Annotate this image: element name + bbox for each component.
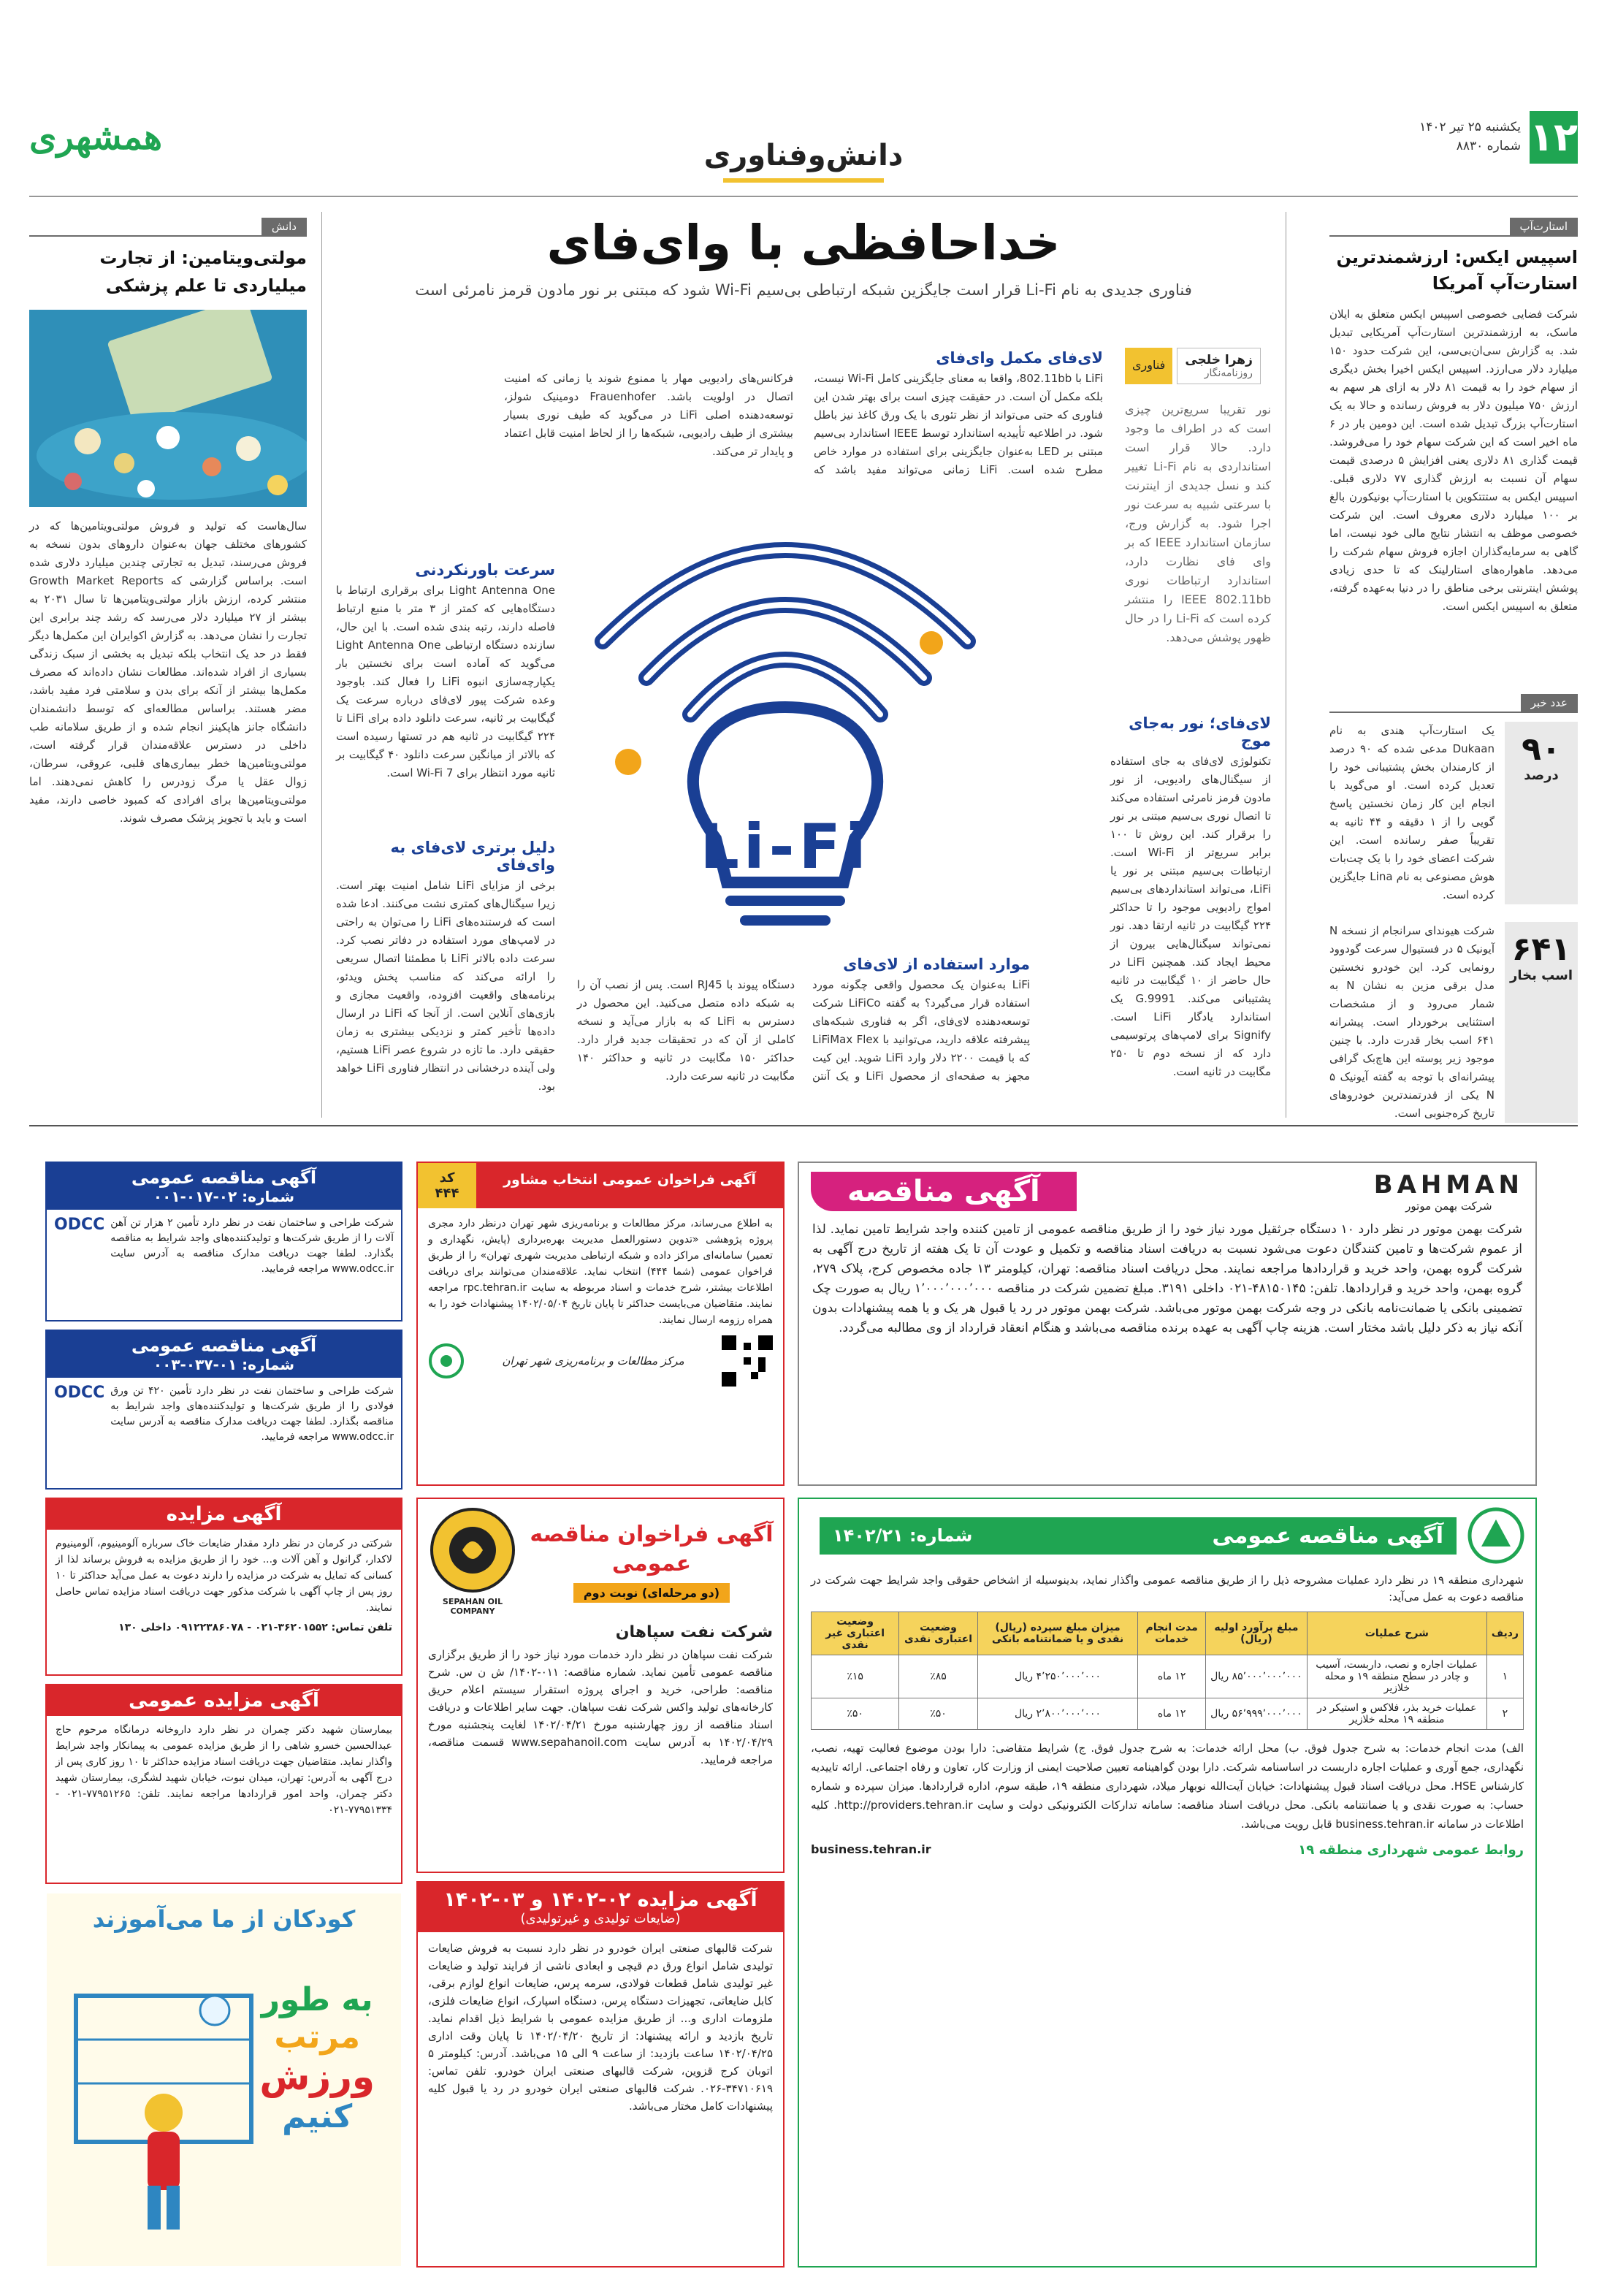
table-cell: عملیات اجاره و نصب، داربست، آسیب و چادر در سطح منطقه ۱۹ و محله خلازیر xyxy=(1307,1655,1486,1698)
number1-value: ۹۰ xyxy=(1522,731,1561,768)
table-header: میزان مبلغ سپرده (ریال) نقدی و یا ضمانتنامه بانکی xyxy=(977,1612,1138,1655)
municipality-logo-icon xyxy=(1467,1506,1525,1565)
header-rule xyxy=(29,196,1578,197)
wifi-waves xyxy=(603,550,968,714)
brand-logo: همشهری xyxy=(29,117,163,158)
section-title: دانش‌وفناوری xyxy=(703,139,904,172)
khodro-ad xyxy=(416,1881,785,2268)
kids-ad xyxy=(45,1892,402,2268)
lede-text: نور تقریبا سریع‌ترین چیزی است که در اطراف ما وجود دارد. حالا قرار است استانداردی به نام Li-Fi تغییر کند و نسل جدیدی از اینترنت با سرعتی شبیه به سرعت نور اجرا شود. به گزارش ورج، سازمان استاندارد IEEE که بر وای فای نظارت دارد، استاندارد ارتباطات نوری IEEE 802.11bb را منتشر کرده است که Li-Fi را در حال ظهور پوشش می‌دهد. xyxy=(1125,403,1272,644)
speed-section xyxy=(336,554,555,782)
qr-code-icon xyxy=(722,1335,773,1387)
auction1-title: آگهی مزایده xyxy=(47,1499,401,1530)
vitamin-photo xyxy=(29,310,307,507)
consult-footer: مرکز مطالعات و برنامه‌ریزی شهر تهران xyxy=(502,1354,684,1368)
auction2-body: بیمارستان شهید دکتر چمران در نظر دارد داروخانه درمانگاه مرحوم حاج عبدالحسین خسرو شاهی را از طریق مزایده عمومی به پیمانکار واجد شرایط واگذار نماید. متقاضیان جهت دریافت اسناد مزایده حداکثر تا ۱۰ روز کاری پس از درج آگهی به آدرس: تهران، میدان نبوت، خیابان شهید لشگری، بیمارستان شهید دکتر چمران، واحد امور قراردادها مراجعه نمایند. تلفن: ۷۷۹۵۱۲۶۵-۰۲۱ - ۷۷۹۵۱۳۳۴-۰۲۱ xyxy=(56,1724,392,1816)
bahman-ad xyxy=(798,1162,1537,1486)
main-article xyxy=(336,210,1271,1116)
table-row xyxy=(812,1698,1524,1730)
bahman-company: شرکت بهمن موتور xyxy=(1405,1200,1492,1213)
wave-outer-inner xyxy=(603,550,968,641)
table-cell: ٪۸۵ xyxy=(899,1655,978,1698)
orange-dot-1 xyxy=(615,749,641,775)
waves-section xyxy=(1110,707,1271,1081)
number2-unit: اسب بخار xyxy=(1509,968,1573,983)
column-divider-left xyxy=(321,212,322,1118)
auction2-ad xyxy=(45,1684,402,1884)
issue-date: یکشنبه ۲۵ تیر ۱۴۰۲ xyxy=(1419,120,1521,134)
odcc1-ad xyxy=(45,1162,402,1321)
waves-body: تکنولوژی لای‌فای به جای استفاده از سیگنال‌های رادیویی، از نور مادون قرمز نامرئی استفاده می‌کند تا اتصال نوری بی‌سیم مبتنی بر نور را برقرار کند. این روش تا ۱۰۰ برابر سریع‌تر از Wi-Fi است. ارتباطات بی‌سیم مبتنی بر نور یا LiFi، می‌تواند استانداردهای بی‌سیم امواج رادیویی موجود را تا حداکثر ۲۲۴ گیگابیت در ثانیه ارتقا دهد. نور نمی‌تواند سیگنال‌هایی بیرون از محیط ایجاد کند. همچنین LiFi در حال حاضر از ۱۰ گیگابیت در ثانیه پشتیبانی می‌کند. G.9991 یک استاندارد یادگار LiFi است. Signify برای لامپ‌های پرتوسیمی دارد که از نسخه دوم تا ۲۵۰ مگابیت در ثانیه است. xyxy=(1110,755,1272,1078)
khodro-sub: (ضایعات تولیدی و غیرتولیدی) xyxy=(520,1911,681,1926)
startup-body: شرکت فضایی خصوصی اسپیس ایکس متعلق به ایلان ماسک، به ارزشمندترین استارت‌آپ آمریکایی تبدیل شد. به گزارش سی‌ان‌بی‌سی، این شرکت حدود ۱۵۰ میلیارد دلار می‌ارزد. اسپیس ایکس اخیرا بخش دیگری از سهام خود را به قیمت ۸۱ دلار به ازای هر سهم به ارزش ۷۵۰ میلیون دلار به فروش رسانده و حالا به یک استارت‌آپ بزرگ تبدیل شده است. این دومین بار در ۶ ماه اخیر است که این شرکت سهام خود را می‌فروشد. قیمت گذاری ۸۱ دلاری یعنی افزایش ۵ درصدی قیمت سهام آن نسبت به ارزش گذاری ۷۷ دلاری قبلی. اسپیس ایکس به ستتتکوین با استارت‌آپ بونیکورن بالغ بر ۱۰۰ میلیارد دلاری معروف است. این شرکت خصوصی موظف به انتشار نتایج مالی خود نیست، اما گاهی به سرمایه‌گذاران اجازه فروش سهام شرکت را می‌دهد. ماهواره‌های استارلینک که تا حدی زیادی پوشش اینترنتی برخی مناطق را در دنیا به‌عهده گرفته، متعلق به اسپیس ایکس است. xyxy=(1329,308,1578,613)
side-column xyxy=(29,218,307,828)
odcc1-number: شماره: ۰۲-۰۱۷-۰۰۱ xyxy=(153,1188,295,1205)
table-cell: ۱۲ ماه xyxy=(1138,1698,1206,1730)
speed-heading: سرعت باورنکردنی xyxy=(415,561,555,579)
table-cell: ۱ xyxy=(1486,1655,1523,1698)
kids-line2: مرتب xyxy=(274,2018,361,2056)
table-cell: ۴٬۲۵۰٬۰۰۰٬۰۰۰ ریال xyxy=(977,1655,1138,1698)
numbers-column xyxy=(1329,694,1578,1123)
tehran-logo-icon xyxy=(428,1343,465,1379)
consult-ad xyxy=(416,1162,785,1486)
startup-title: اسپیس ایکس: ارزشمندترین استارت‌آپ آمریکا xyxy=(1336,247,1578,294)
bahman-logo: BAHMAN xyxy=(1373,1170,1524,1200)
tehran-intro: شهرداری منطقه ۱۹ در نظر دارد عملیات مشروحه ذیل را از طریق مناقصه عمومی واگذار نماید، بدینوسیله از اشخاص حقوقی واجد شرایط جهت شرکت در مناقصه دعوت به عمل می‌آید: xyxy=(811,1574,1524,1603)
table-row xyxy=(812,1655,1524,1698)
author-box xyxy=(1125,348,1271,384)
orange-dot-2 xyxy=(920,631,943,655)
number1-text: یک استارت‌آپ هندی به نام Dukaan مدعی شده که ۹۰ درصد از کارمندان بخش پشتیبانی خود را تعدیل کرده است. او می‌گوید با انجام این کار زمان نخستین پاسخ گویی را از ۱ دقیقه و ۴۴ ثانیه به تقریباً صفر رسانده است. این شرکت اعضای خود را با یک چت‌بات هوش مصنوعی به نام Lina جایگزین کرده است. xyxy=(1329,724,1495,901)
kids-line1: به طور xyxy=(261,1981,373,2018)
side-title: مولتی‌ویتامین: از تجارت میلیاردی تا علم پزشکی xyxy=(99,248,307,296)
main-title: خداحافظی با وای‌فای xyxy=(546,215,1061,271)
tender-table-header xyxy=(812,1612,1524,1655)
section-underline xyxy=(723,178,884,183)
page-number-box: ۱۲ xyxy=(1530,111,1578,164)
author-role: روزنامه‌نگار xyxy=(1204,367,1253,379)
tehran-footer: روابط عمومی شهرداری منطقه ۱۹ xyxy=(1298,1842,1524,1858)
table-cell: ٪۵۰ xyxy=(812,1698,899,1730)
tehran-site: business.tehran.ir xyxy=(811,1842,931,1856)
article-tag: فناوری xyxy=(1125,348,1172,384)
startup-column xyxy=(1329,218,1578,616)
tehran-terms: الف) مدت انجام خدمات: به شرح جدول فوق. ب) محل ارائه خدمات: به شرح جدول فوق. ج) شرایط متقاضی: دارا بودن موضوع فعالیت تهیه، نصب، نگهداری، جمع آوری و عملیات اجاره داربست در اساسنامه شرکت. دارا بودن گواهینامه تعیین صلاحیت ایمنی از وزارت کار، تعاون و رفاه اجتماعی. ارائه تاییدیه کارشناس HSE. محل دریافت اسناد قبول پیشنهادات: خیابان آیت‌الله نوبهار میلاد، شهرداری منطقه ۱۹، طبقه سوم، اداره قراردادها. میزان سپرده و شماره حساب: به صورت نقدی و یا ضمانتنامه بانکی. محل دریافت اسناد مناقصه: سامانه تدارکات الکترونیکی دولت و سایت http://providers.tehran.ir. کلیه اطلاعات در سامانه business.tehran.ir قابل رویت می‌باشد. xyxy=(811,1742,1524,1831)
superiority-section xyxy=(336,831,555,1096)
sepahan-title: آگهی فراخوان مناقصه عمومی xyxy=(530,1521,774,1576)
uses-body: LiFi به‌عنوان یک محصول واقعی چگونه مورد استفاده قرار می‌گیرد؟ به گفته LiFiCo شرکت توسعه‌دهنده لای‌فای، اگر به فناوری شبکه‌های پیشرفته علاقه دارید، می‌توانید با LiFiMax Flex که با قیمت ۲۲۰۰ دلار وارد LiFi شوید. این کیت مجهز به صفحه‌ای از محصول LiFi و یک آنتن دستگاه پیوند با RJ45 است. پس از نصب آن را به شبکه داده متصل می‌کنید. این محصول در دسترس به LiFi که به بازار می‌آید و نسخه کاملی از آن که در تحقیقات جدید قرار دارد. حداکثر ۱۵۰ مگابیت در ثانیه و حداکثر ۱۴۰ مگابیت در ثانیه سرعت دارد. xyxy=(577,978,1031,1083)
odcc2-ad xyxy=(45,1330,402,1490)
kids-illustration xyxy=(61,1967,266,2244)
odcc1-logo: ODCC xyxy=(54,1216,105,1234)
table-header: شرح عملیات xyxy=(1307,1612,1486,1655)
sepahan-brand: SEPAHAN OIL COMPANY xyxy=(442,1597,503,1616)
lifi-graphic-label: Li-Fi xyxy=(700,811,871,882)
table-cell: عملیات خرید بذر، فلاکس و استیکر در منطقه ۱۹ محله خلازیر xyxy=(1307,1698,1486,1730)
author-name: زهرا خلجی xyxy=(1185,353,1253,367)
auction1-body: شرکتی در کرمان در نظر دارد مقدار ضایعات خاک سرباره آلومینیوم، آلومینیوم لاکدار، گرانول و آهن آلات و... خود را از طریق مزایده به فروش برساند لذا از کسانی که تمایل به شرکت در مزایده را دارند دعوت به عمل می‌آید حداکثر تا ۱۰ روز پس از چاپ آگهی با شرکت مذکور جهت دریافت اسناد مزایده تماس حاصل نمایند. xyxy=(56,1538,392,1614)
speed-body: Light Antenna One برای برقراری ارتباط با دستگاه‌هایی که کمتر از ۳ متر با منبع ارتباط فاصله دارند، رتبه بندی شده است. با این حال، سازنده دستگاه ارتباطی Light Antenna One می‌گوید که آماده است برای نخستین بار یکپارچه‌سازی انبوه LiFi را فعال کند. باوجود وعده شرکت پیور لای‌فای درباره سرعت یک گیگابیت بر ثانیه، سرعت دانلود داده برای LiFi تا ۲۲۴ گیگابیت در ثانیه هم در تستها رسیده است که بالاتر از میانگین سرعت دانلود ۴۰ گیگابیت بر ثانیه مورد انتظار برای Wi-Fi 7 است. xyxy=(336,584,556,779)
table-cell: ۲٬۸۰۰٬۰۰۰٬۰۰۰ ریال xyxy=(977,1698,1138,1730)
complement-section xyxy=(504,342,1103,479)
sepahan-body: شرکت نفت سپاهان در نظر دارد خدمات مورد نیاز خود را از طریق برگزاری مناقصه عمومی تأمین نماید. شماره مناقصه: ۰۱۱-۱۴۰۲/ ش ن س. شرح مناقصه: طراحی، خرید و اجرای پروژه استقرار سیستم اعلام حریق کارخانه‌های تولید واکس شرکت نفت سپاهان. جهت سایر اطلاعات و دریافت اسناد مناقصه از روز چهارشنبه مورخ ۱۴۰۲/۰۴/۲۱ لغایت پنجشنبه مورخ ۱۴۰۲/۰۴/۲۹ به آدرس سایت www.sepahanoil.com قسمت مناقصه، مراجعه فرمایید. xyxy=(428,1648,774,1766)
table-header: وضعیت اعتباری غیر نقدی xyxy=(812,1612,899,1655)
khodro-body: شرکت قالبهای صنعتی ایران خودرو در نظر دارد نسبت به فروش ضایعات تولیدی شامل انواع ورق دم قیچی و ابعادی ناشی از فرایند تولید و ضایعات غیر تولیدی شامل قطعات فولادی، سرمه پرس، ضایعات انواع لوازم برقی، کابل ضایعاتی، تجهیزات دستگاه پرس، دستگاه اسپارک، انواع ضایعات فلزی، ملزومات اداری و... از طریق مزایده عمومی با شرایط ذیل اقدام نماید. تاریخ بازدید و ارائه پیشنهاد: از تاریخ ۱۴۰۲/۰۴/۲۰ تا پایان وقت اداری ۱۴۰۲/۰۴/۲۵ ساعت بازدید: از ساعت ۹ الی ۱۵ می‌باشد. آدرس: کیلومتر ۵ اتوبان کرج قزوین، شرکت قالبهای صنعتی ایران خودرو. تلفن تماس: ۳۴۷۱۰۶۱۹-۰۲۶. شرکت قالبهای صنعتی ایران خودرو در رد یا قبول کلیه پیشنهادات کامل مختار می‌باشد. xyxy=(428,1942,774,2113)
odcc1-title: آگهی مناقصه عمومی xyxy=(131,1167,317,1188)
superiority-body: برخی از مزایای LiFi شامل امنیت بهتر است. زیرا سیگنال‌های کمتری نشت می‌کنند. ادعا شده است که فرستنده‌های LiFi را می‌توان به راحتی در لامپ‌های مورد استفاده در دفاتر نصب کرد. سرعت داده بالاتر LiFi با مطمئنا اتصال سریعی را ارائه می‌کند که مناسب پخش ویدئو، برنامه‌های واقعیت افزوده، واقعیت مجازی و بازی‌های آنلاین است. از آنجا که LiFi در ارسال داده‌ها تأخیر کمتر و نزدیکی بیشتری به زمان حقیقی دارد. ما تازه در شروع عصر LiFi هستیم، ولی آینده درخشانی در انتظار فناوری LiFi خواهد بود. xyxy=(336,879,556,1093)
side-tag: دانش xyxy=(262,218,307,235)
numbers-tag: عدد خبر xyxy=(1521,694,1578,712)
ads-rule xyxy=(29,1125,1578,1126)
odcc2-title: آگهی مناقصه عمومی xyxy=(131,1335,317,1356)
table-header: مدت انجام خدمات xyxy=(1138,1612,1206,1655)
table-cell: ۸۵٬۰۰۰٬۰۰۰٬۰۰۰ ریال xyxy=(1206,1655,1308,1698)
kids-line4: کنیم xyxy=(282,2098,353,2135)
odcc2-logo: ODCC xyxy=(54,1384,105,1402)
consult-code: کد ۴۴۴ xyxy=(418,1163,476,1208)
consult-body: به اطلاع می‌رساند، مرکز مطالعات و برنامه‌ریزی شهر تهران درنظر دارد مجری پروژه پژوهشی «تدوین دستورالعمل مدیریت بهره‌برداری (پایش، نگهداری و تعمیر) سامانه‌ای مراکز داده و شبکه ارتباطی مدیریت شهری تهران» را از طریق فراخوان عمومی (شما ۴۴۴) انتخاب نماید. علاقه‌مندان می‌توانند برای دریافت اطلاعات بیشتر، شرح خدمات و اسناد مربوطه به سایت rpc.tehran.ir مراجعه نمایند. متقاضیان می‌بایست حداکثر تا پایان تاریخ ۱۴۰۲/۰۵/۰۴ پیشنهادات خود را به همراه رزومه ارسال نمایند. xyxy=(428,1218,773,1326)
waves-heading: لای‌فای؛ نور به‌جای موج xyxy=(1129,714,1271,750)
table-cell: ۱۲ ماه xyxy=(1138,1655,1206,1698)
number2-value: ۶۴۱ xyxy=(1511,931,1571,968)
table-cell: ٪۵۰ xyxy=(899,1698,978,1730)
tehran-title: آگهی مناقصه عمومی xyxy=(1212,1522,1443,1549)
odcc2-number: شماره: ۰۱-۰۳۷-۰۰۳ xyxy=(153,1356,295,1373)
table-header: مبلغ برآورد اولیه (ریال) xyxy=(1206,1612,1308,1655)
sepahan-round: (دو مرحله‌ای) نوبت دوم xyxy=(573,1583,730,1603)
complement-body: LiFi با 802.11bb، واقعا به معنای جایگزینی کامل Wi-Fi نیست، بلکه مکمل آن است. در حقیقت چیزی است برای بهتر شدن این فناوری که حتی می‌تواند از نظر تئوری با یک ورق کاغذ نیز باطل شود. در اطلاعیه تأییدیه استاندارد توسط IEEE استاندارد بی‌سیم مبتنی بر LED به‌عنوان جایگزینی برای استفاده در موارد خاص مطرح شده است. LiFi زمانی می‌تواند مفید باشد که فرکانس‌های رادیویی مهار یا ممنوع شوند یا زمانی که امنیت اتصال در اولویت باشد. Frauenhofer دومینیک شولز، توسعه‌دهنده اصلی LiFi در می‌گوید که طیف نوری بسیار بیشتری از طیف رادیویی، شبکه‌ها را از لحاظ امنیت قابل اعتماد و پایدار تر می‌کند. xyxy=(504,372,1104,476)
number1-unit: درصد xyxy=(1524,768,1559,783)
bahman-title: آگهی مناقصه xyxy=(811,1172,1077,1211)
lifi-graphic xyxy=(588,473,982,941)
uses-heading: موارد استفاده از لای‌فای xyxy=(843,956,1030,973)
table-header: وضعیت اعتباری نقدی xyxy=(899,1612,978,1655)
uses-section xyxy=(577,948,1030,1086)
table-header: ردیف xyxy=(1486,1612,1523,1655)
sepahan-company: شرکت نفت سپاهان xyxy=(615,1623,773,1641)
khodro-title: آگهی مزایده ۰۲-۱۴۰۲ و ۰۳-۱۴۰۲ xyxy=(443,1888,757,1911)
table-cell: ۵۶٬۹۹۹٬۰۰۰٬۰۰۰ ریال xyxy=(1206,1698,1308,1730)
main-subtitle: فناوری جدیدی به نام Li-Fi قرار است جایگزین شبکه ارتباطی بی‌سیم Wi-Fi شود که مبتنی بر نور مادون قرمز نامرئی است xyxy=(415,281,1192,299)
table-cell: ٪۱۵ xyxy=(812,1655,899,1698)
kids-title: کودکان از ما می‌آموزند xyxy=(92,1905,356,1933)
auction1-ad xyxy=(45,1498,402,1676)
odcc2-body: شرکت طراحی و ساختمان نفت در نظر دارد تأمین ۴۲۰ تن ورق فولادی را از طریق شرکت‌ها و تولیدکننده‌های واجد شرایط به مناقصه بگذارد. لطفا جهت دریافت مدارک مناقصه به آدرس سایت www.odcc.ir مراجعه فرمایید. xyxy=(110,1385,394,1443)
startup-tag: استارت‌آپ xyxy=(1510,218,1579,235)
bahman-body: شرکت بهمن موتور در نظر دارد ۱۰ دستگاه جرثقیل مورد نیاز خود را از طریق مناقصه عمومی از تامین کننده واجد شرایط تامین نماید. لذا از عموم شرکت‌ها و تامین کنندگان دعوت می‌شود نسبت به دریافت اسناد مناقصه و تکمیل و عودت آن تا یک هفته از تاریخ درج آگهی به شرکت گروه بهمن، واحد خرید و قراردادها مراجعه نمایند. محل دریافت اسناد مناقصه: تهران، کیلومتر ۱۳ جاده مخصوص کرج، پلاک ۲۷۹، گروه بهمن، واحد خرید و قراردادها. تلفن: ۴۸۱۵۰۱۴۵-۰۲۱ داخلی ۳۱۹۱. مبلغ تضمین شرکت در مناقصه ۱٬۰۰۰٬۰۰۰٬۰۰۰ ریال به صورت چک تضمینی بانکی یا ضمانت‌نامه بانکی در وجه شرکت بهمن موتور می‌باشد. شرکت بهمن موتور در رد یا قبول هر یک و یا همه پیشنهادات بدون آنکه نیاز به ذکر دلیل باشد مختار است. هزینه چاپ آگهی به عهده برنده مناقصه می‌باشد و هنگام انعقاد قرارداد از وی مطالبه می‌گردد. xyxy=(812,1222,1522,1335)
sepahan-ad xyxy=(416,1498,785,1873)
auction1-phone: تلفن تماس: ۳۶۲۰۱۵۵۲-۰۲۱ - ۰۹۱۲۲۳۸۶۰۷۸ داخلی ۱۳۰ xyxy=(118,1622,392,1633)
superiority-heading: دلیل برتری لای‌فای به وای‌فای xyxy=(390,839,555,874)
table-cell: ۲ xyxy=(1486,1698,1523,1730)
tehran-ad xyxy=(798,1498,1537,2268)
odcc1-body: شرکت طراحی و ساختمان نفت در نظر دارد تأمین ۲ هزار تن آهن آلات را از طریق شرکت‌ها و تولیدکننده‌های واجد شرایط به مناقصه بگذارد. لطفا جهت دریافت مدارک مناقصه به آدرس سایت www.odcc.ir مراجعه فرمایید. xyxy=(110,1217,394,1275)
tehran-number: شماره: ۱۴۰۲/۲۱ xyxy=(833,1525,973,1546)
side-body: سال‌هاست که تولید و فروش مولتی‌ویتامین‌ها که در کشورهای مختلف جهان به‌عنوان داروهای بدون نسخه به فروش می‌رسند، تبدیل به تجارتی چندین میلیارد دلاری شده است. براساس گزارشی که Growth Market Reports منتشر کرده، ارزش بازار مولتی‌ویتامین‌ها تا سال ۲۰۳۱ به بیشتر از ۲۷ میلیارد دلار می‌رسد که رشد چند برابری این تجارت را نشان می‌دهد. به گزارش اکوایران این مکمل‌ها دیگر فقط در حد یک انتخاب بلکه تبدیل به بخشی از سبک زندگی بسیاری از افراد شده‌اند. مطالعات نشان داده‌اند که مصرف مکمل‌ها بیشتر از آنکه برای بدن و سلامتی فرد مفید باشد، مضر هستند. براساس مطالعه‌ای که توسط دانشمندان دانشگاه جانز هاپکینز انجام شده و از طریق سلامانه طب داخلی در دسترس علاقه‌مندان قرار گرفته است، مولتی‌ویتامین‌ها خطر بیماری‌های قلبی، عروقی، سرطان، زوال عقل یا مرگ زودرس را کاهش نمی‌دهند. اما مولتی‌ویتامین‌ها برای افرادی که کمبود خاصی دارند، مفید است و باید با تجویز پزشک مصرف شوند. xyxy=(29,519,307,825)
complement-heading: لای‌فای مکمل وای‌فای xyxy=(936,349,1103,367)
kids-line3: ورزش xyxy=(259,2056,375,2098)
consult-title: آگهی فراخوان عمومی انتخاب مشاور xyxy=(476,1163,783,1208)
tender-table xyxy=(811,1612,1524,1730)
sepahan-logo-icon xyxy=(429,1506,516,1594)
auction2-title: آگهی مزایده عمومی xyxy=(47,1685,401,1716)
issue-number: شماره ۸۸۳۰ xyxy=(1456,139,1521,153)
number2-text: شرکت هیوندای سرانجام از نسخه N آیونیک ۵ در فستیوال سرعت گودوود رونمایی کرد. این خودرو نخستین مدل برقی مزین به نشان N به شمار می‌رود و از مشخصات استثنایی برخوردار است. پیشرانه ۶۴۱ اسب بخار قدرت دارد. با چنین موجود زیر پوسته این هاچ‌بک گرافی پیشرانه‌ای با توجه به گفته آیونیک ۵ N یکی از قدرتمندترین خودروهای تاریخ کره‌جنوبی است. xyxy=(1329,924,1495,1120)
